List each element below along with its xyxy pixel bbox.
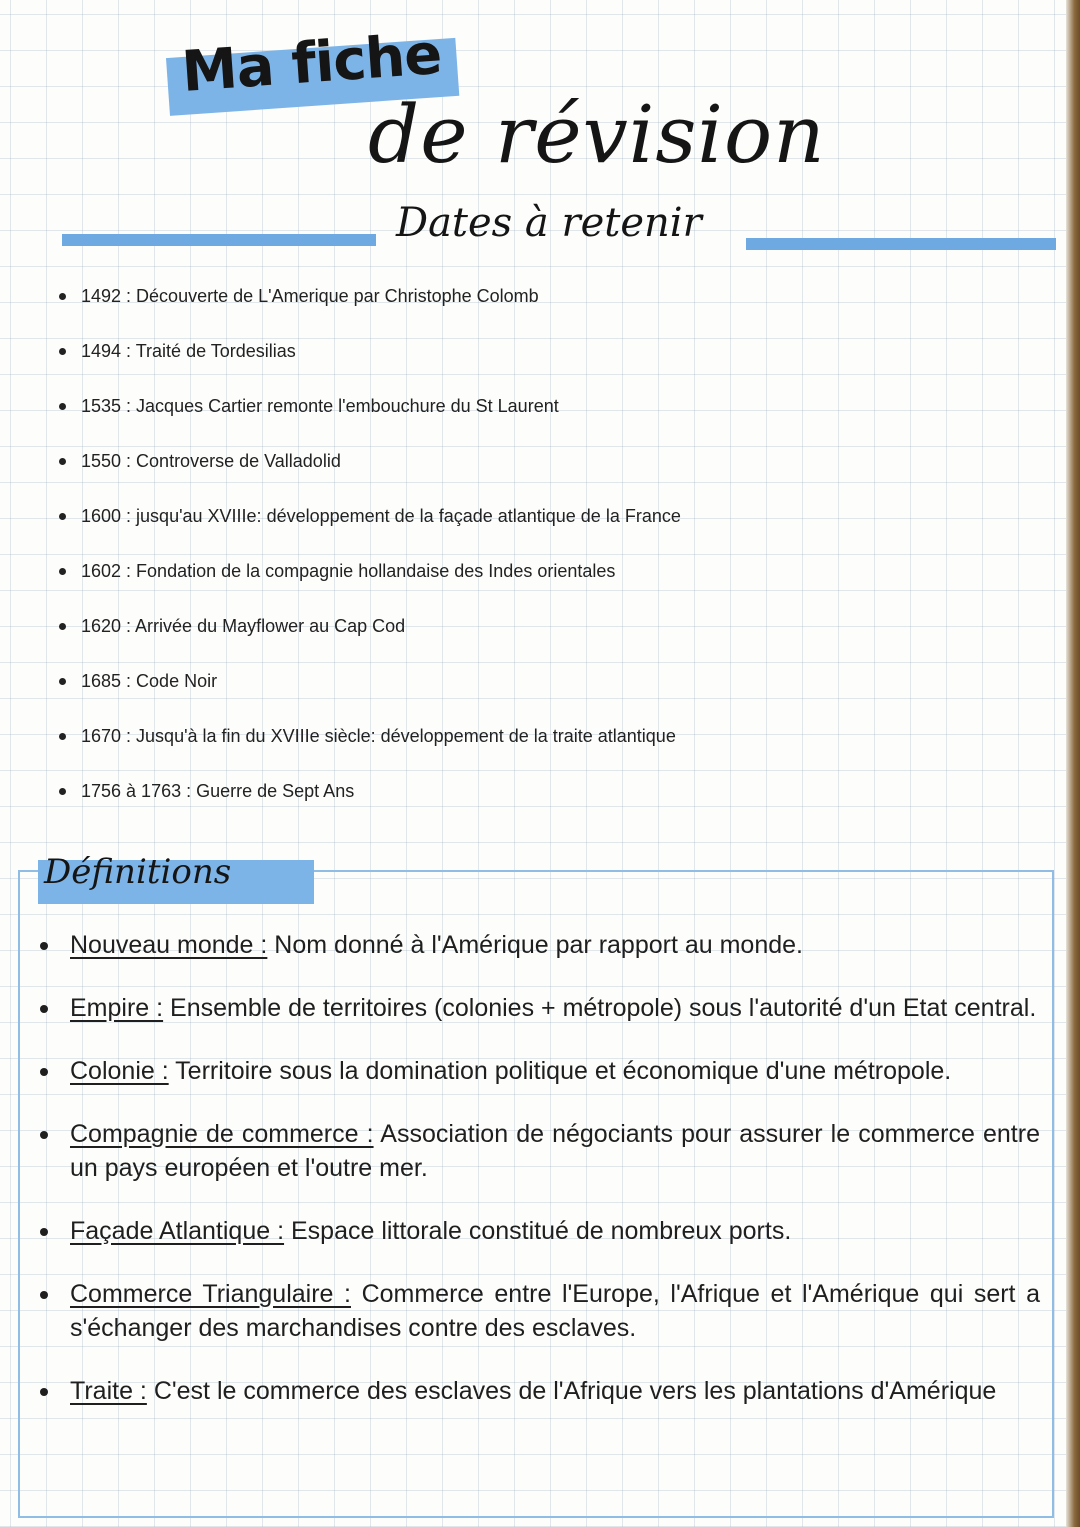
date-item: [58, 671, 858, 726]
definition-item: [38, 991, 1040, 1025]
date-text: 1602 : Fondation de la compagnie hollandaise des Indes orientales: [81, 561, 616, 581]
date-text: 1756 à 1763 : Guerre de Sept Ans: [81, 781, 355, 801]
definition-item: [38, 1374, 1040, 1408]
definition-term: Façade Atlantique :: [70, 1217, 285, 1245]
bullet: [59, 403, 66, 410]
date-item: [58, 616, 858, 671]
date-text: 1685 : Code Noir: [81, 671, 218, 691]
definition-term: Traite :: [70, 1377, 147, 1405]
definition-text: Association de négociants pour assurer le commerce entre un pays européen et l'outre mer.: [70, 1120, 1040, 1182]
definitions-list: [38, 928, 1040, 1437]
paper-edge: [1066, 0, 1080, 1527]
dates-list: [58, 286, 858, 836]
bullet: [59, 293, 66, 300]
date-text: 1600 : jusqu'au XVIIIe: développement de la façade atlantique de la France: [81, 506, 681, 526]
definition-text: Ensemble de territoires (colonies + métropole) sous l'autorité d'un Etat central.: [163, 994, 1037, 1022]
page-title-line1: Ma fiche: [179, 21, 444, 105]
date-text: 1494 : Traité de Tordesilias: [81, 341, 296, 361]
bullet: [59, 568, 66, 575]
dates-heading: Dates à retenir: [396, 200, 702, 246]
date-item: [58, 286, 858, 341]
definition-item: [38, 928, 1040, 962]
date-item: [58, 396, 858, 451]
date-item: [58, 726, 858, 781]
bullet: [59, 513, 66, 520]
date-text: 1492 : Découverte de L'Amerique par Christophe Colomb: [81, 286, 539, 306]
definition-text: Territoire sous la domination politique et économique d'une métropole.: [168, 1057, 952, 1085]
date-text: 1535 : Jacques Cartier remonte l'embouchure du St Laurent: [81, 396, 559, 416]
definition-item: [38, 1277, 1040, 1345]
heading-rule-left: [62, 234, 376, 246]
bullet: [59, 348, 66, 355]
date-text: 1620 : Arrivée du Mayflower au Cap Cod: [81, 616, 406, 636]
date-item: [58, 341, 858, 396]
definition-item: [38, 1117, 1040, 1185]
heading-rule-right: [746, 238, 1056, 250]
bullet: [59, 678, 66, 685]
bullet: [59, 458, 66, 465]
definition-text: Commerce entre l'Europe, l'Afrique et l'Amérique qui sert a s'échanger des marchandises contre des esclaves.: [70, 1280, 1040, 1342]
definition-text: C'est le commerce des esclaves de l'Afrique vers les plantations d'Amérique: [146, 1377, 997, 1405]
definition-term: Colonie :: [70, 1057, 169, 1085]
date-text: 1670 : Jusqu'à la fin du XVIIIe siècle: développement de la traite atlantique: [81, 726, 676, 746]
bullet: [59, 733, 66, 740]
definitions-heading: Définitions: [44, 852, 232, 892]
date-item: [58, 506, 858, 561]
definition-text: Nom donné à l'Amérique par rapport au monde.: [267, 931, 803, 959]
page-title-line2: de révision: [368, 88, 826, 181]
definition-term: Nouveau monde :: [70, 931, 268, 959]
date-text: 1550 : Controverse de Valladolid: [81, 451, 341, 471]
definition-item: [38, 1054, 1040, 1088]
bullet: [59, 623, 66, 630]
date-item: [58, 561, 858, 616]
definition-term: Compagnie de commerce :: [70, 1120, 374, 1148]
date-item: [58, 781, 858, 836]
definition-text: Espace littorale constitué de nombreux ports.: [284, 1217, 792, 1245]
definition-term: Empire :: [70, 994, 164, 1022]
definition-item: [38, 1214, 1040, 1248]
bullet: [59, 788, 66, 795]
definition-term: Commerce Triangulaire :: [70, 1280, 351, 1308]
date-item: [58, 451, 858, 506]
